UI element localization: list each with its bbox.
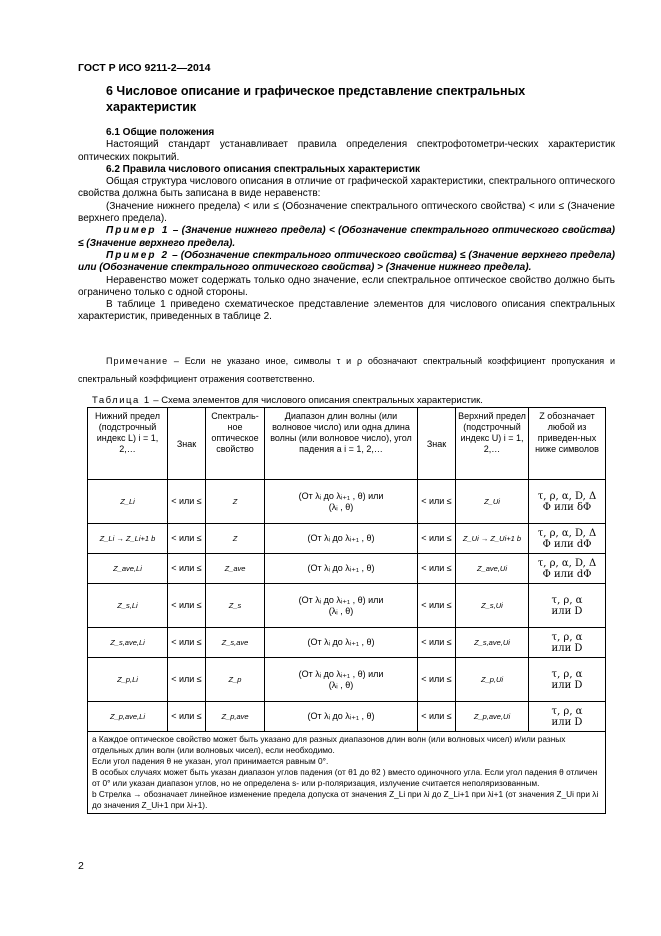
symbols-primary: τ, ρ, α bbox=[551, 668, 583, 680]
symbols-cell bbox=[529, 554, 606, 584]
section-6-1 bbox=[78, 127, 615, 324]
table-footnotes bbox=[88, 732, 606, 814]
lower-limit-cell: Z_p,Li bbox=[88, 658, 168, 702]
symbols-primary: τ, ρ, α, D, Δ bbox=[537, 557, 597, 569]
header-lower-limit: Нижний предел (подстрочный индекс L) i = 1, 2,… bbox=[88, 408, 168, 480]
sign-cell: < или ≤ bbox=[168, 702, 206, 732]
upper-limit-cell: Z_Ui → Z_Ui+1 b bbox=[456, 524, 529, 554]
sign-cell: < или ≤ bbox=[418, 524, 456, 554]
property-cell: Z_ave bbox=[206, 554, 265, 584]
header-sign: Знак bbox=[418, 408, 456, 480]
table-row bbox=[88, 480, 606, 524]
example-2 bbox=[78, 250, 615, 275]
footnote-a-3: В особых случаях может быть указан диапазон углов падения (от θ1 до θ2 ) вместо одиночного угла. Если угол падения θ отличен от 0° или указан диапазон углов, но не определена s- или p-поляризация, излучение считается неполяризованным. bbox=[92, 767, 598, 788]
upper-limit-cell: Z_p,Ui bbox=[456, 658, 529, 702]
range-single: (λᵢ , θ) bbox=[328, 605, 354, 616]
table-row bbox=[88, 702, 606, 732]
lower-limit-cell: Z_Li → Z_Li+1 b bbox=[88, 524, 168, 554]
sign-cell: < или ≤ bbox=[168, 628, 206, 658]
subsection-6-2-title: 6.2 Правила числового описания спектральных характеристик bbox=[106, 163, 421, 175]
symbols-cell bbox=[529, 480, 606, 524]
range-cell bbox=[265, 554, 418, 584]
property-cell: Z_p,ave bbox=[206, 702, 265, 732]
header-symbols: Z обозначает любой из приведен-ных ниже символов bbox=[529, 408, 606, 480]
sign-cell: < или ≤ bbox=[418, 628, 456, 658]
sign-cell: < или ≤ bbox=[168, 584, 206, 628]
property-cell: Z_s bbox=[206, 584, 265, 628]
table-caption-lead: Таблица 1 bbox=[92, 395, 151, 406]
range-primary: (От λᵢ до λᵢ₊₁ , θ) или bbox=[298, 594, 384, 605]
lower-limit-cell: Z_ave,Li bbox=[88, 554, 168, 584]
range-cell bbox=[265, 702, 418, 732]
table-body bbox=[88, 480, 606, 732]
upper-limit-cell: Z_p,ave,Ui bbox=[456, 702, 529, 732]
footnote-b: b Стрелка → обозначает линейное изменение предела допуска от значения Z_Li при λi до Z_Li+1 при λi+1 (от значения Z_Ui при λi до значения Z_Ui+1 при λi+1). bbox=[92, 789, 599, 810]
subsection-6-1-text: Настоящий стандарт устанавливает правила определения спектрофотометри-ческих характеристик оптических покрытий. bbox=[78, 139, 615, 163]
property-cell: Z bbox=[206, 480, 265, 524]
symbols-cell bbox=[529, 702, 606, 732]
section-title: 6 Числовое описание и графическое представление спектральных характеристик bbox=[106, 84, 526, 114]
symbols-secondary: или D bbox=[551, 642, 583, 654]
header-sign: Знак bbox=[168, 408, 206, 480]
range-single: (λᵢ , θ) bbox=[328, 679, 354, 690]
paragraph-inequality: (Значение нижнего предела) < или ≤ (Обозначение спектрального оптического свойства) < или ≤ (Значение верхнего предела). bbox=[78, 200, 615, 225]
table-caption-text: – Схема элементов для числового описания спектральных характеристик. bbox=[150, 395, 483, 406]
range-primary: (От λᵢ до λᵢ₊₁ , θ) bbox=[307, 533, 375, 543]
sign-cell: < или ≤ bbox=[418, 554, 456, 584]
range-primary: (От λᵢ до λᵢ₊₁ , θ) bbox=[307, 637, 375, 647]
example-2-lead: Пример 2 bbox=[106, 249, 170, 261]
range-cell bbox=[265, 524, 418, 554]
upper-limit-cell: Z_ave,Ui bbox=[456, 554, 529, 584]
paragraph-structure: Общая структура числового описания в отличие от графической характеристики, спектрального оптического свойства должна быть записана в виде неравенств: bbox=[78, 176, 615, 200]
footnotes-cell bbox=[88, 732, 606, 814]
footnote-a-1: a Каждое оптическое свойство может быть указано для разных диапазонов длин волн (или волновых чисел) и/или разных отдельных длин волн (или волновых чисел), если необходимо. bbox=[92, 734, 566, 755]
example-1-text: – (Значение нижнего предела) < (Обозначение спектрального оптического свойства) ≤ (Значение верхнего предела). bbox=[78, 225, 615, 249]
symbols-primary: τ, ρ, α, D, Δ bbox=[537, 527, 597, 539]
range-cell bbox=[265, 480, 418, 524]
table-header-row bbox=[88, 408, 606, 480]
lower-limit-cell: Z_Li bbox=[88, 480, 168, 524]
range-cell bbox=[265, 658, 418, 702]
symbols-primary: τ, ρ, α bbox=[551, 705, 583, 717]
symbols-secondary: Φ или dΦ bbox=[542, 568, 592, 580]
symbols-secondary: или D bbox=[551, 716, 583, 728]
page-number: 2 bbox=[78, 860, 84, 872]
range-cell bbox=[265, 628, 418, 658]
example-1 bbox=[78, 225, 615, 250]
document-header: ГОСТ Р ИСО 9211-2—2014 bbox=[78, 62, 211, 74]
property-cell: Z bbox=[206, 524, 265, 554]
sign-cell: < или ≤ bbox=[168, 554, 206, 584]
header-range: Диапазон длин волны (или волновое число) или одна длина волны (или волновое число), угол падения a i = 1, 2,… bbox=[265, 408, 418, 480]
range-primary: (От λᵢ до λᵢ₊₁ , θ) bbox=[307, 563, 375, 573]
table-row bbox=[88, 628, 606, 658]
symbols-secondary: Φ или δΦ bbox=[542, 501, 592, 513]
symbols-cell bbox=[529, 628, 606, 658]
range-single: (λᵢ , θ) bbox=[328, 501, 354, 512]
note bbox=[78, 352, 615, 388]
table-row bbox=[88, 584, 606, 628]
symbols-primary: τ, ρ, α bbox=[551, 631, 583, 643]
symbols-cell bbox=[529, 524, 606, 554]
upper-limit-cell: Z_Ui bbox=[456, 480, 529, 524]
sign-cell: < или ≤ bbox=[418, 480, 456, 524]
upper-limit-cell: Z_s,Ui bbox=[456, 584, 529, 628]
table-row bbox=[88, 554, 606, 584]
sign-cell: < или ≤ bbox=[418, 702, 456, 732]
symbols-primary: τ, ρ, α, D, Δ bbox=[537, 490, 597, 502]
sign-cell: < или ≤ bbox=[418, 658, 456, 702]
header-property: Спектраль-ное оптическое свойство bbox=[206, 408, 265, 480]
paragraph-one-side: Неравенство может содержать только одно значение, если спектральное оптическое свойство должно быть ограничено только с одной стороны. bbox=[78, 274, 615, 298]
sign-cell: < или ≤ bbox=[418, 584, 456, 628]
upper-limit-cell: Z_s,ave,Ui bbox=[456, 628, 529, 658]
note-text: – Если не указано иное, символы τ и ρ обозначают спектральный коэффициент пропускания и спектральный коэффициент отражения соответственно. bbox=[78, 356, 615, 384]
sign-cell: < или ≤ bbox=[168, 480, 206, 524]
lower-limit-cell: Z_p,ave,Li bbox=[88, 702, 168, 732]
elements-table bbox=[87, 407, 606, 814]
symbols-secondary: или D bbox=[551, 605, 583, 617]
symbols-secondary: Φ или dΦ bbox=[542, 538, 592, 550]
range-primary: (От λᵢ до λᵢ₊₁ , θ) bbox=[307, 711, 375, 721]
property-cell: Z_p bbox=[206, 658, 265, 702]
range-primary: (От λᵢ до λᵢ₊₁ , θ) или bbox=[298, 668, 384, 679]
footnote-a-2: Если угол падения θ не указан, угол принимается равным 0°. bbox=[92, 756, 329, 766]
range-primary: (От λᵢ до λᵢ₊₁ , θ) или bbox=[298, 490, 384, 501]
example-1-lead: Пример 1 bbox=[106, 225, 170, 237]
property-cell: Z_s,ave bbox=[206, 628, 265, 658]
paragraph-table-ref: В таблице 1 приведено схематическое представление элементов для числового описания спектральных характеристик, приведенных в таблице 2. bbox=[78, 299, 615, 323]
subsection-6-1-title: 6.1 Общие положения bbox=[106, 127, 215, 138]
table-caption bbox=[92, 395, 483, 406]
table-row bbox=[88, 658, 606, 702]
symbols-cell bbox=[529, 584, 606, 628]
range-cell bbox=[265, 584, 418, 628]
lower-limit-cell: Z_s,Li bbox=[88, 584, 168, 628]
note-lead: Примечание bbox=[106, 356, 169, 366]
example-2-text: – (Обозначение спектрального оптического свойства) ≤ (Значение верхнего предела) или (Обозначение спектрального оптического свойства) > (Значение нижнего предела). bbox=[78, 249, 616, 274]
table-row bbox=[88, 524, 606, 554]
lower-limit-cell: Z_s,ave,Li bbox=[88, 628, 168, 658]
symbols-primary: τ, ρ, α bbox=[551, 594, 583, 606]
sign-cell: < или ≤ bbox=[168, 524, 206, 554]
sign-cell: < или ≤ bbox=[168, 658, 206, 702]
symbols-cell bbox=[529, 658, 606, 702]
header-upper-limit: Верхний предел (подстрочный индекс U) i = 1, 2,… bbox=[456, 408, 529, 480]
symbols-secondary: или D bbox=[551, 679, 583, 691]
